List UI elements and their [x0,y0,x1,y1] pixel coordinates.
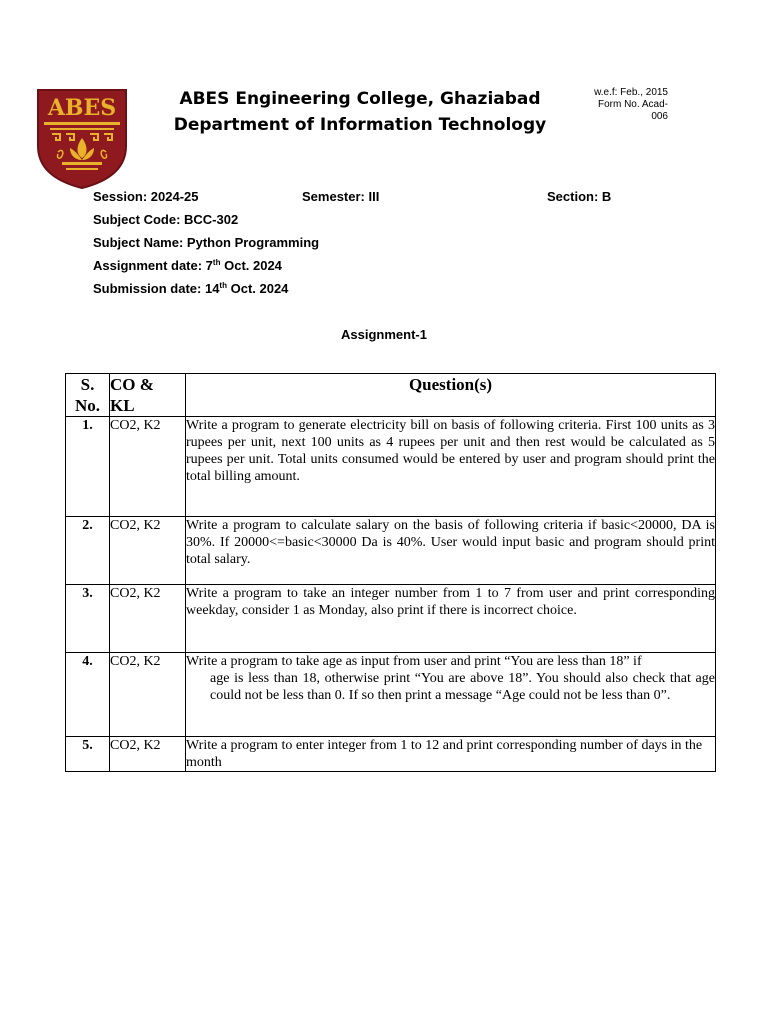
row-question: Write a program to take an integer number from 1 to 7 from user and print corresponding weekday, consider 1 as Monday, also print if there is incorrect choice. [186,585,716,653]
row-question: Write a program to enter integer from 1 to 12 and print corresponding number of days in the month [186,737,716,772]
col-co-header [110,374,186,417]
section: Section: B [547,189,612,204]
table-row [66,653,716,737]
college-name: ABES Engineering College, Ghaziabad [179,89,541,109]
row-question-first-line: Write a program to take age as input from user and print “You are less than 18” if [186,654,642,669]
assignment-date [93,258,282,274]
row-co: CO2, K2 [110,585,186,653]
row-question: Write a program to calculate salary on the basis of following criteria if basic<20000, DA is 30%. If 20000<=basic<30000 Da is 40%. User would input basic and program should print total salary. [186,517,716,585]
row-sno: 5. [66,737,110,772]
submission-date [93,281,288,297]
assignment-date-suffix: Oct. 2024 [220,258,282,273]
form-no-line2: 006 [651,111,668,122]
form-no-line1: Form No. Acad- [597,99,668,110]
submission-date-sup: th [219,281,227,290]
col-co-line2: KL [110,396,135,415]
subject-code: Subject Code: BCC-302 [93,212,239,227]
row-co: CO2, K2 [110,417,186,517]
row-sno: 4. [66,653,110,737]
form-number-block [594,87,668,123]
department-name: Department of Information Technology [173,115,547,135]
questions-table [65,373,716,772]
table-row [66,417,716,517]
table-header-row [66,374,716,417]
college-header [150,86,570,138]
college-logo [36,88,128,190]
submission-date-prefix: Submission date: 14 [93,281,220,296]
col-question-header: Question(s) [186,374,716,417]
form-wef: w.e.f: Feb., 2015 [594,87,668,98]
assignment-date-sup: th [212,258,221,267]
col-sno-line2: No. [74,396,101,415]
col-sno-line1: S. [80,375,95,394]
row-question-continuation: age is less than 18, otherwise print “You are above 18”. You should also check that age could not be less than 0. If so then print a message “Age could not be less than 0”. [210,671,715,703]
table-row [66,517,716,585]
row-question [186,653,716,737]
row-question: Write a program to generate electricity bill on basis of following criteria. First 100 units as 3 rupees per unit, next 100 units as 4 rupees per unit and then rest would be calculated as 5 rupees per unit. Total units consumed would be entered by user and program should print the total billing amount. [186,417,716,517]
row-sno: 2. [66,517,110,585]
row-co: CO2, K2 [110,737,186,772]
table-row [66,585,716,653]
submission-date-suffix: Oct. 2024 [226,281,289,296]
semester: Semester: III [302,189,380,204]
assignment-date-prefix: Assignment date: 7 [93,258,213,273]
row-sno: 1. [66,417,110,517]
session: Session: 2024-25 [93,189,199,204]
subject-name: Subject Name: Python Programming [93,235,320,250]
row-co: CO2, K2 [110,517,186,585]
row-sno: 3. [66,585,110,653]
assignment-title: Assignment-1 [341,327,427,342]
table-row [66,737,716,772]
col-sno-header [66,374,110,417]
col-co-line1: CO & [110,375,154,394]
row-co: CO2, K2 [110,653,186,737]
logo-text: ABES [47,95,117,121]
